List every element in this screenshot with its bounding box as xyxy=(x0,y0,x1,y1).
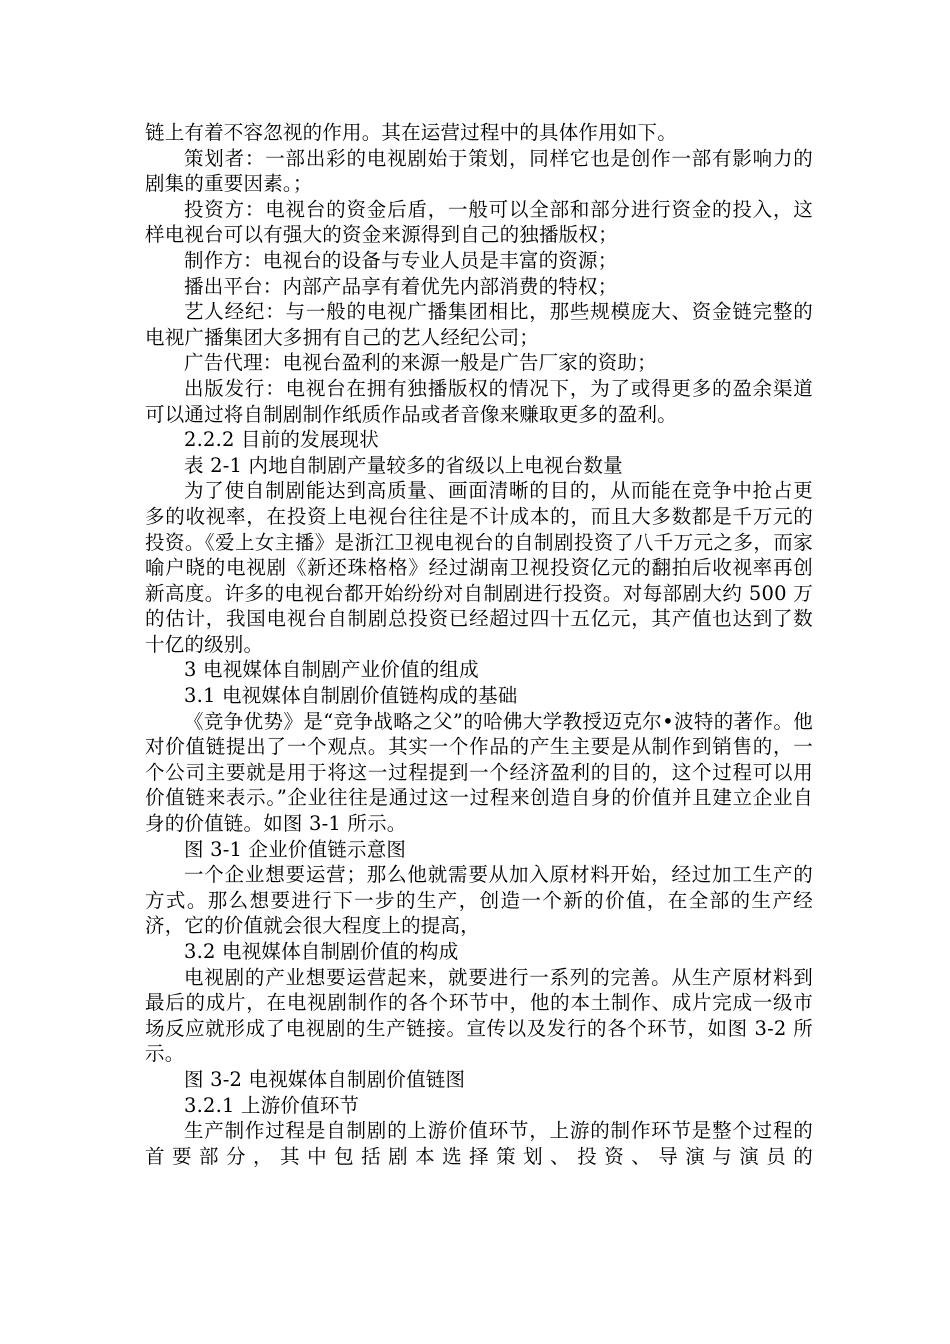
figure-caption-3-2: 图 3-2 电视媒体自制剧价值链图 xyxy=(184,1067,466,1091)
paragraph-value-chain-theory: 《竞争优势》是“竞争战略之父”的哈佛大学教授迈克尔•波特的著作。他对价值链提出了一个观点。其实一个作品的产生主要是从制作到销售的，一个公司主要就是用于将这一过程提到一个经济盈利的目的，这个过程可以用价值链来表示。”企业往往是通过这一过程来创造自身的价值并且建立企业自身的价值链。如图 3-1 所示。 xyxy=(145,709,813,836)
paragraph-investor: 投资方：电视台的资金后盾，一般可以全部和部分进行资金的投入，这样电视台可以有强大的资金来源得到自己的独播版权； xyxy=(145,197,813,247)
paragraph-producer: 制作方：电视台的设备与专业人员是丰富的资源； xyxy=(184,248,618,272)
paragraph-tv-industry: 电视剧的产业想要运营起来，就要进行一系列的完善。从生产原材料到最后的成片，在电视剧制作的各个环节中，他的本土制作、成片完成一级市场反应就形成了电视剧的生产链接。宣传以及发行的各个环节，如图 3-2 所示。 xyxy=(145,965,813,1066)
paragraph-enterprise-operation: 一个企业想要运营；那么他就需要从加入原材料开始，经过加工生产的方式。那么想要进行下一步的生产，创造一个新的价值，在全部的生产经济，它的价值就会很大程度上的提高， xyxy=(145,863,813,938)
paragraph-upstream: 生产制作过程是自制剧的上游价值环节，上游的制作环节是整个过程的首要部分，其中包括剧本选择策划、投资、导演与演员的 xyxy=(145,1119,813,1168)
paragraph-broadcast: 播出平台：内部产品享有着优先内部消费的特权； xyxy=(184,274,618,298)
paragraph-publishing: 出版发行：电视台在拥有独播版权的情况下，为了或得更多的盈余渠道可以通过将自制剧制作纸质作品或者音像来赚取更多的盈利。 xyxy=(145,376,813,426)
section-heading-3: 3 电视媒体自制剧产业价值的组成 xyxy=(184,658,479,682)
paragraph-advertising: 广告代理：电视台盈利的来源一般是广告厂家的资助； xyxy=(184,351,657,375)
section-heading-2-2-2: 2.2.2 目前的发展现状 xyxy=(184,428,379,452)
paragraph-artist-agency: 艺人经纪：与一般的电视广播集团相比，那些规模庞大、资金链完整的电视广播集团大多拥有自己的艺人经纪公司； xyxy=(145,300,813,349)
figure-caption-3-1: 图 3-1 企业价值链示意图 xyxy=(184,837,407,861)
table-caption-2-1: 表 2-1 内地自制剧产量较多的省级以上电视台数量 xyxy=(184,453,623,477)
paragraph-investment: 为了使自制剧能达到高质量、画面清晰的目的，从而能在竞争中抢占更多的收视率，在投资上电视台往往是不计成本的，而且大多数都是千万元的投资。《爱上女主播》是浙江卫视电视台的自制剧投资了八千万元之多，而家喻户晓的电视剧《新还珠格格》经过湖南卫视投资亿元的翻拍后收视率再创新高度。许多的电视台都开始纷纷对自制剧进行投资。对每部剧大约 500 万的估计，我国电视台自制剧总投资已经超过四十五亿元，其产值也达到了数十亿的级别。 xyxy=(145,479,813,656)
document-body xyxy=(145,120,813,1169)
paragraph-intro: 链上有着不容忽视的作用。其在运营过程中的具体作用如下。 xyxy=(145,121,677,144)
section-heading-3-1: 3.1 电视媒体自制剧价值链构成的基础 xyxy=(184,684,518,708)
paragraph-planner: 策划者：一部出彩的电视剧始于策划，同样它也是创作一部有影响力的剧集的重要因素。； xyxy=(145,146,813,196)
section-heading-3-2-1: 3.2.1 上游价值环节 xyxy=(184,1093,360,1117)
section-heading-3-2: 3.2 电视媒体自制剧价值的构成 xyxy=(184,940,459,963)
